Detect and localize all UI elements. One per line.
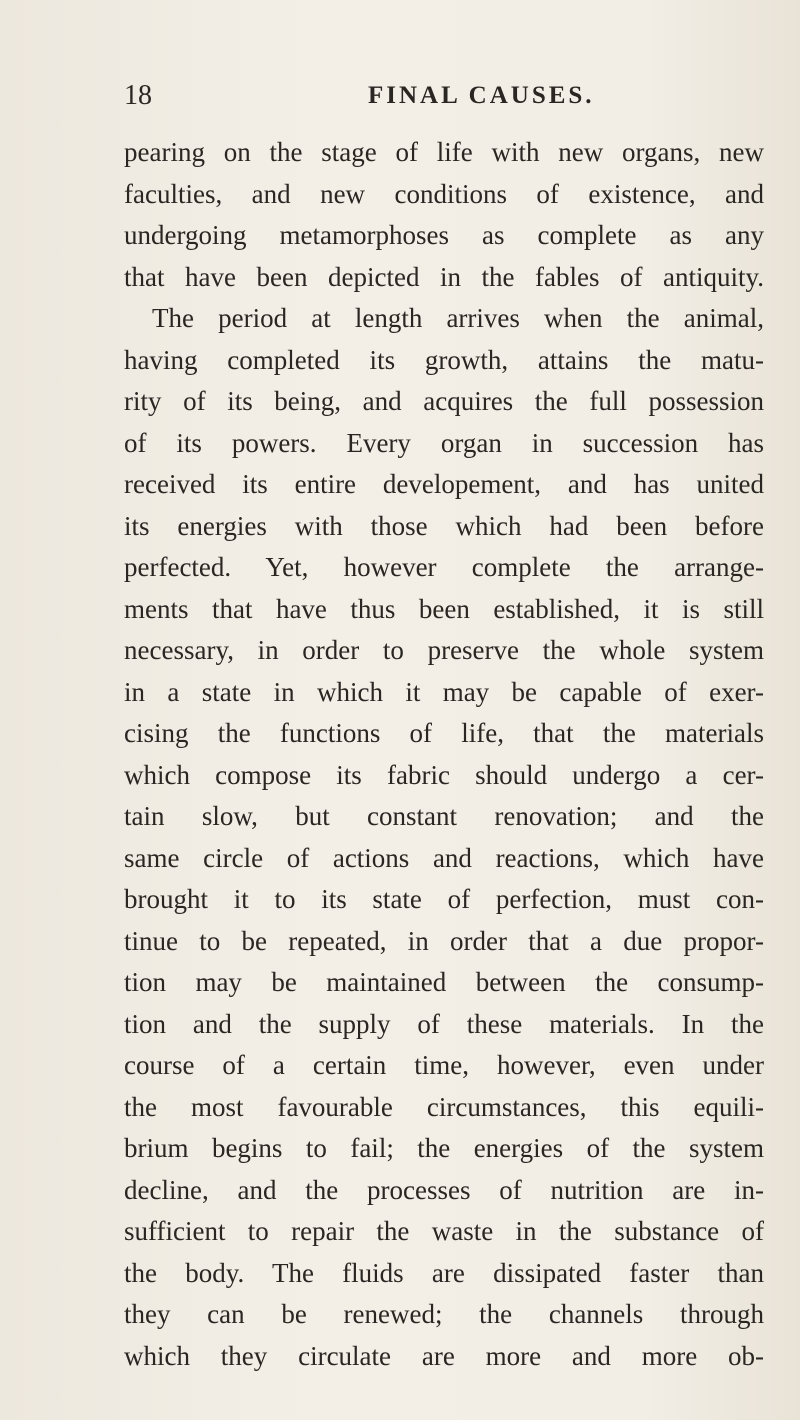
text-line: decline, and the processes of nutrition are in- — [124, 1174, 764, 1205]
text-line: of its powers. Every organ in succession has — [124, 427, 764, 458]
text-line: tain slow, but constant renovation; and the — [124, 801, 764, 831]
text-line: brought it to its state of perfection, must con- — [124, 884, 764, 914]
body-text — [124, 132, 764, 1377]
text-line: tion and the supply of these materials. In the — [124, 1008, 764, 1039]
text-line: received its entire developement, and has united — [124, 469, 764, 499]
text-line: having completed its growth, attains the matu- — [124, 344, 764, 375]
text-line: ments that have thus been established, it is still — [124, 593, 764, 624]
page-number: 18 — [124, 80, 152, 111]
text-line: in a state in which it may be capable of exer- — [124, 676, 764, 707]
text-line: which they circulate are more and more ob- — [124, 1340, 764, 1371]
text-line: sufficient to repair the waste in the substance of — [124, 1216, 764, 1246]
running-title: FINAL CAUSES. — [368, 82, 595, 109]
text-line: its energies with those which had been before — [124, 510, 764, 541]
text-line: they can be renewed; the channels through — [124, 1299, 764, 1329]
page-header — [124, 80, 764, 116]
text-line: faculties, and new conditions of existence, and — [124, 178, 764, 209]
text-line: same circle of actions and reactions, which have — [124, 842, 764, 873]
text-line: that have been depicted in the fables of antiquity. — [124, 261, 764, 292]
text-line: brium begins to fail; the energies of the system — [124, 1133, 764, 1163]
text-line: perfected. Yet, however complete the arrange- — [124, 552, 764, 582]
text-line: course of a certain time, however, even under — [124, 1050, 764, 1080]
text-line: the body. The fluids are dissipated faster than — [124, 1257, 764, 1288]
text-line: tion may be maintained between the consump- — [124, 967, 764, 997]
text-line: rity of its being, and acquires the full possession — [124, 386, 764, 416]
text-line: the most favourable circumstances, this equili- — [124, 1091, 764, 1122]
text-line: which compose its fabric should undergo a cer- — [124, 759, 764, 790]
text-line: pearing on the stage of life with new organs, new — [124, 137, 764, 167]
text-line: tinue to be repeated, in order that a due propor- — [124, 925, 764, 956]
paragraph-start-line: The period at length arrives when the animal, — [152, 303, 764, 333]
text-line: undergoing metamorphoses as complete as any — [124, 220, 764, 250]
text-line: necessary, in order to preserve the whole system — [124, 635, 764, 665]
text-line: cising the functions of life, that the materials — [124, 718, 764, 748]
